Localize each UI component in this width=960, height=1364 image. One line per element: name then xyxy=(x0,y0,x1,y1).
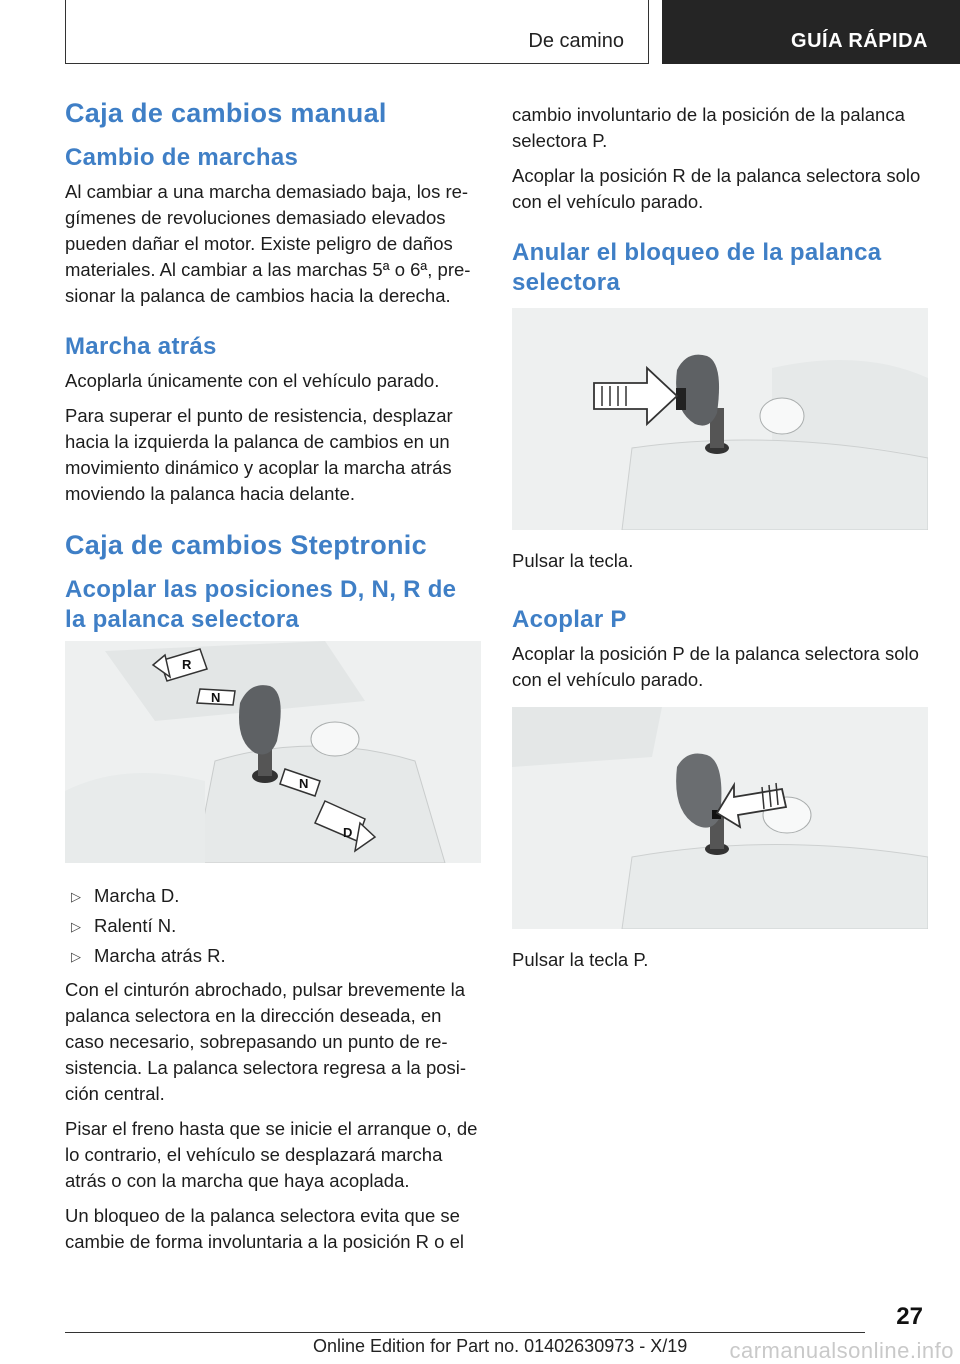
list-item: ▷ Marcha atrás R. xyxy=(65,941,481,971)
heading-acoplar-p: Acoplar P xyxy=(512,606,627,633)
header-tab[interactable] xyxy=(662,0,960,64)
footer-edition: Online Edition for Part no. 01402630973 - X/19 xyxy=(313,1336,688,1356)
triangle-bullet-icon: ▷ xyxy=(71,919,81,934)
para-cinturon: Con el cinturón abrochado, pulsar brevemente la palanca selectora en la dirección deseada, en caso necesario, sobrepasando un punto de re-sistencia. La palanca selectora regresa a la posi-ción central. xyxy=(65,979,467,1104)
title-steptronic: Caja de cambios Steptronic xyxy=(65,530,427,560)
list-item: ▷ Ralentí N. xyxy=(65,911,481,941)
footer-divider xyxy=(65,1332,865,1333)
left-column xyxy=(65,98,481,1264)
header-section-box xyxy=(65,0,649,64)
heading-cambio-marchas: Cambio de marchas xyxy=(65,144,299,171)
figure-label-n-top: N xyxy=(211,690,221,705)
heading-marcha-atras: Marcha atrás xyxy=(65,333,217,360)
figure-unlock-button xyxy=(512,308,928,530)
para-marcha-atras-2: Para superar el punto de resistencia, desplazar hacia la izquierda la palanca de cambios en un movimiento dinámico y acoplar la marcha atrás moviendo la palanca hacia delante. xyxy=(65,405,453,504)
heading-acoplar-dnr: Acoplar las posiciones D, N, R de la palanca selectora xyxy=(65,576,457,633)
caption-pulsar-tecla-p: Pulsar la tecla P. xyxy=(512,949,649,970)
position-list xyxy=(65,881,481,971)
para-posicion-r: Acoplar la posición R de la palanca selectora solo con el vehículo parado. xyxy=(512,165,921,212)
figure-label-d: D xyxy=(343,825,353,840)
header-section-label: De camino xyxy=(528,30,624,52)
triangle-bullet-icon: ▷ xyxy=(71,889,81,904)
header-tab-label: GUÍA RÁPIDA xyxy=(791,30,928,52)
para-bloqueo: Un bloqueo de la palanca selectora evita que se cambie de forma involuntaria a la posición R o el xyxy=(65,1205,464,1252)
figure-p-button xyxy=(512,707,928,929)
watermark: carmanualsonline.info xyxy=(729,1338,954,1363)
triangle-bullet-icon: ▷ xyxy=(71,949,81,964)
caption-pulsar-tecla: Pulsar la tecla. xyxy=(512,550,634,571)
page-number: 27 xyxy=(896,1303,923,1330)
para-acoplar-p: Acoplar la posición P de la palanca selectora solo con el vehículo parado. xyxy=(512,643,919,690)
heading-anular-bloqueo: Anular el bloqueo de la palanca selectora xyxy=(512,239,882,296)
figure-label-r: R xyxy=(182,657,192,672)
para-marcha-atras-1: Acoplarla únicamente con el vehículo parado. xyxy=(65,370,440,391)
figure-label-n-bottom: N xyxy=(299,776,309,791)
figure-gear-selector-dnr xyxy=(65,641,481,863)
right-column xyxy=(512,102,928,982)
para-cambio-marchas: Al cambiar a una marcha demasiado baja, los re-gímenes de revoluciones demasiado elevados pueden dañar el motor. Existe peligro de daños materiales. Al cambiar a las marchas 5ª o 6ª, pre-sionar la palanca de cambios hacia la derecha. xyxy=(65,181,471,306)
list-item: ▷ Marcha D. xyxy=(65,881,481,911)
para-continuation: cambio involuntario de la posición de la palanca selectora P. xyxy=(512,104,905,151)
para-freno: Pisar el freno hasta que se inicie el arranque o, de lo contrario, el vehículo se desplazará marcha atrás o con la marcha que haya acoplada. xyxy=(65,1118,478,1191)
title-manual: Caja de cambios manual xyxy=(65,98,387,128)
